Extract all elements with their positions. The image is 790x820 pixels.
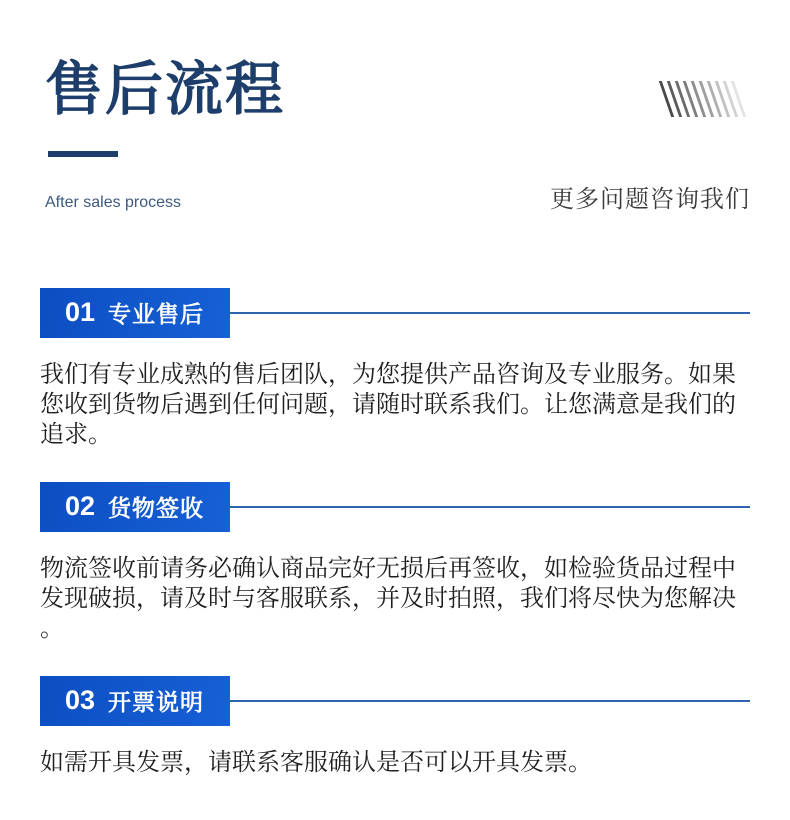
page-title: 售后流程	[45, 57, 286, 122]
step-header	[40, 482, 750, 532]
step-badge-01	[40, 288, 230, 338]
contact-hint-text: 更多问题咨询我们	[550, 185, 750, 213]
section-professional-after-sales	[40, 288, 750, 450]
step-badge-03	[40, 676, 230, 726]
step-body-text: 物流签收前请务必确认商品完好无损后再签收，如检验货品过程中发现破损，请及时与客服联系，并及时拍照，我们将尽快为您解决。	[40, 554, 736, 642]
step-header	[40, 288, 750, 338]
section-goods-receipt	[40, 482, 750, 644]
header-subtitle-row	[40, 179, 750, 214]
divider-line	[230, 506, 750, 508]
page-subtitle: After sales process	[45, 193, 182, 211]
page-header	[40, 58, 750, 214]
step-number: 01	[65, 297, 96, 328]
divider-line	[230, 700, 750, 702]
section-invoicing-instructions	[40, 676, 750, 778]
step-title: 开票说明	[108, 689, 205, 716]
divider-line	[230, 312, 750, 314]
step-title: 专业售后	[108, 301, 205, 328]
step-number: 02	[65, 491, 96, 522]
diagonal-stripes-icon	[665, 81, 740, 117]
step-title: 货物签收	[108, 495, 205, 522]
title-underline	[48, 151, 118, 157]
step-body-text: 我们有专业成熟的售后团队，为您提供产品咨询及专业服务。如果您收到货物后遇到任何问题，请随时联系我们。让您满意是我们的追求。	[40, 360, 736, 448]
step-number: 03	[65, 685, 96, 716]
step-header	[40, 676, 750, 726]
step-body-text: 如需开具发票，请联系客服确认是否可以开具发票。	[40, 748, 592, 776]
step-badge-02	[40, 482, 230, 532]
